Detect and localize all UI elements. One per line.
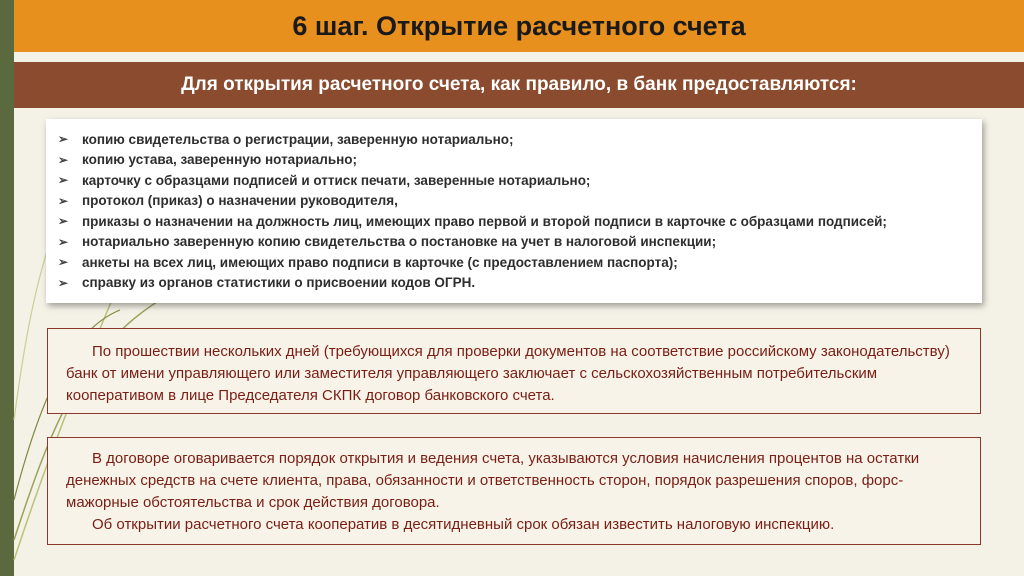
arrow-bullet-icon: ➢	[58, 255, 69, 270]
paragraph-contract-terms: В договоре оговаривается порядок открытия и ведения счета, указываются условия начисления процентов на остатки денежных средств на счете клиента, права, обязанности и ответственность сторон, порядок разрешения споров, форс-мажорные обстоятельства и срок действия договора.	[66, 450, 920, 511]
list-item: ➢ копию свидетельства о регистрации, заверенную нотариально;	[58, 131, 514, 147]
list-item: ➢ карточку с образцами подписей и оттиск печати, заверенные нотариально;	[58, 172, 591, 188]
paragraph-tax-notice: Об открытии расчетного счета кооператив в десятидневный срок обязан известить налоговую инспекцию.	[92, 516, 835, 533]
title-bar	[14, 0, 1024, 52]
arrow-bullet-icon: ➢	[58, 152, 69, 167]
list-item: ➢ копию устава, заверенную нотариально;	[58, 152, 358, 168]
subtitle-bar	[14, 62, 1024, 108]
documents-list-box	[46, 119, 982, 303]
contract-terms-box	[47, 437, 981, 545]
contract-conclusion-box	[47, 328, 981, 414]
list-item: ➢ справку из органов статистики о присвоении кодов ОГРН.	[58, 275, 476, 291]
page-subtitle: Для открытия расчетного счета, как правило, в банк предоставляются:	[181, 74, 857, 95]
arrow-bullet-icon: ➢	[58, 193, 69, 208]
list-item: ➢ анкеты на всех лиц, имеющих право подписи в карточке (с предоставлением паспорта);	[58, 254, 678, 270]
list-item: ➢ приказы о назначении на должность лиц, имеющих право первой и второй подписи в карточке с образцами подписей;	[58, 213, 887, 229]
arrow-bullet-icon: ➢	[58, 214, 69, 229]
list-item: ➢ протокол (приказ) о назначении руководителя,	[58, 193, 398, 209]
arrow-bullet-icon: ➢	[58, 132, 69, 147]
page-title: 6 шаг. Открытие расчетного счета	[292, 10, 746, 41]
paragraph-contract-conclusion: По прошествии нескольких дней (требующихся для проверки документов на соответствие российскому законодательству) банк от имени управляющего или заместителя управляющего заключает с сельскохозяйственным потребительским кооперативом в лице Председателя СКПК договор банковского счета.	[66, 343, 950, 404]
arrow-bullet-icon: ➢	[58, 275, 69, 290]
documents-list	[46, 119, 982, 293]
list-item: ➢ нотариально заверенную копию свидетельства о постановке на учет в налоговой инспекции;	[58, 234, 717, 250]
arrow-bullet-icon: ➢	[58, 234, 69, 249]
arrow-bullet-icon: ➢	[58, 173, 69, 188]
